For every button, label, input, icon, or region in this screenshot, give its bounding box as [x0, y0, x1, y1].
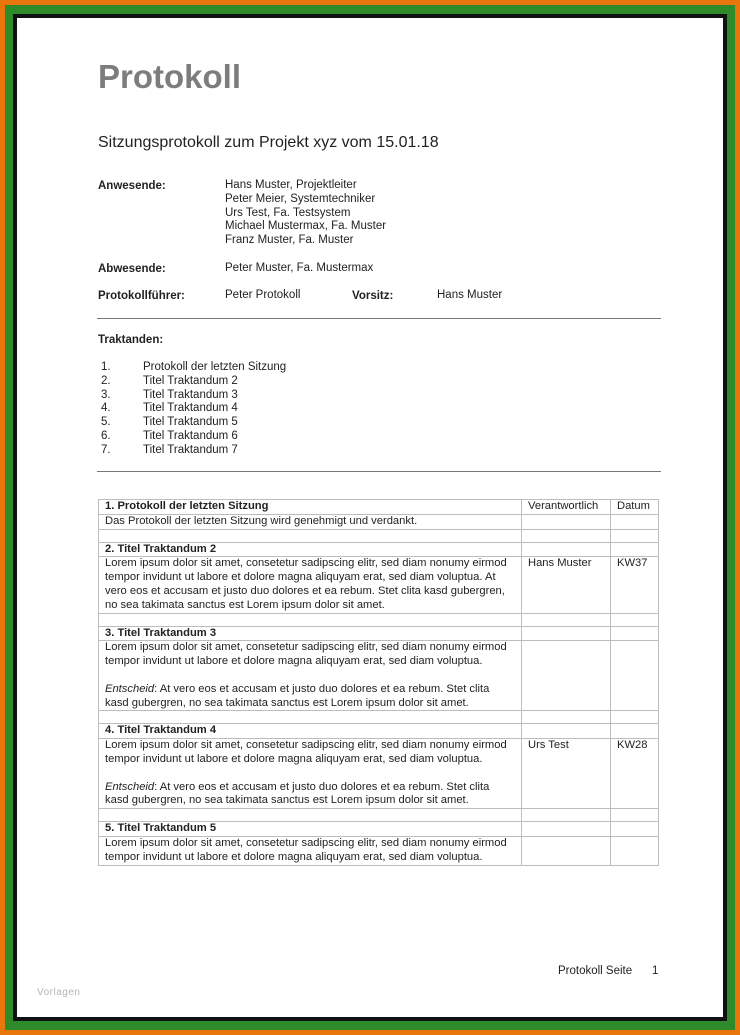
- section-body: Lorem ipsum dolor sit amet, consetetur sadipscing elitr, sed diam nonumy eirmod tempor invidunt ut labore et dolore magna aliquyam erat, sed diam voluptua.: [99, 836, 522, 865]
- responsible-cell: [522, 822, 611, 837]
- section-heading: 1. Protokoll der letzten Sitzung: [99, 500, 522, 515]
- date-cell: [611, 626, 659, 641]
- document-page: [17, 18, 723, 1017]
- section-body: Lorem ipsum dolor sit amet, consetetur sadipscing elitr, sed diam nonumy eirmod tempor invidunt ut labore et dolore magna aliquyam erat, sed diam voluptua. At vero eos et accusam et justo duo dolores et ea rebum. Stet clita kasd gubergren, no sea takimata sanctus est Lorem ipsum dolor sit amet.: [99, 557, 522, 613]
- responsible-cell: [522, 641, 611, 711]
- responsible-cell: [522, 724, 611, 739]
- agenda-item-number: 7.: [101, 443, 111, 456]
- responsible-cell: [522, 836, 611, 865]
- agenda-item-number: 4.: [101, 402, 111, 415]
- responsible-cell: [522, 514, 611, 529]
- table-row: [99, 626, 659, 641]
- section-body: Lorem ipsum dolor sit amet, consetetur sadipscing elitr, sed diam nonumy eirmod tempor invidunt ut labore et dolore magna aliquyam erat, sed diam voluptua.: [105, 739, 507, 765]
- table-row-spacer: [99, 711, 659, 724]
- agenda-item-text: Titel Traktandum 7: [143, 443, 238, 456]
- decision-text: [105, 683, 515, 711]
- table-row-spacer: [99, 809, 659, 822]
- responsible-cell: [522, 542, 611, 557]
- attendee-name: Peter Meier, Systemtechniker: [225, 192, 376, 205]
- table-row: [99, 739, 659, 809]
- agenda-item-text: Protokoll der letzten Sitzung: [143, 361, 287, 373]
- footer-label: Protokoll Seite: [558, 965, 633, 977]
- agenda-item-text: Titel Traktandum 6: [143, 429, 238, 442]
- table-row-spacer: [99, 529, 659, 542]
- absent-label: Abwesende:: [98, 263, 166, 275]
- table-row: [99, 542, 659, 557]
- table-row: [99, 557, 659, 613]
- minutes-table: [98, 499, 659, 866]
- responsible-cell: Urs Test: [522, 739, 611, 809]
- agenda-item-text: Titel Traktandum 2: [143, 374, 238, 387]
- document-title: Protokoll: [98, 58, 242, 95]
- page-number: 1: [652, 965, 659, 977]
- date-cell: [611, 514, 659, 529]
- responsible-cell: Hans Muster: [522, 557, 611, 613]
- chair-label: Vorsitz:: [352, 290, 394, 302]
- column-header-responsible: Verantwortlich: [522, 500, 611, 515]
- table-row-spacer: [99, 613, 659, 626]
- agenda-item-number: 2.: [101, 374, 111, 387]
- divider-rule: [97, 318, 661, 319]
- table-row: [99, 724, 659, 739]
- chair-value: Hans Muster: [437, 289, 503, 301]
- section-body-cell: [99, 739, 522, 809]
- divider-rule: [97, 471, 661, 472]
- section-body: Das Protokoll der letzten Sitzung wird genehmigt und verdankt.: [99, 514, 522, 529]
- attendee-name: Michael Mustermax, Fa. Muster: [225, 220, 387, 233]
- table-row: [99, 822, 659, 837]
- section-heading: 5. Titel Traktandum 5: [99, 822, 522, 837]
- date-cell: [611, 542, 659, 557]
- attendee-name: Franz Muster, Fa. Muster: [225, 234, 354, 247]
- section-heading: 2. Titel Traktandum 2: [99, 542, 522, 557]
- agenda-item-number: 5.: [101, 416, 111, 429]
- agenda-label: Traktanden:: [98, 334, 164, 346]
- decision-body: : At vero eos et accusam et justo duo dolores et ea rebum. Stet clita kasd gubergren, no sea takimata sanctus est Lorem ipsum dolor sit amet.: [105, 682, 490, 709]
- attendees-list: [225, 179, 386, 248]
- attendees-label: Anwesende:: [98, 180, 166, 192]
- date-cell: [611, 724, 659, 739]
- decision-text: [105, 781, 515, 809]
- absent-value: Peter Muster, Fa. Mustermax: [225, 262, 374, 274]
- agenda-item-number: 6.: [101, 429, 111, 442]
- attendee-name: Urs Test, Fa. Testsystem: [225, 206, 351, 219]
- agenda-item-number: 3.: [101, 388, 111, 401]
- table-row: [99, 836, 659, 865]
- section-body-cell: [99, 641, 522, 711]
- decision-label: Entscheid: [105, 682, 155, 695]
- column-header-date: Datum: [611, 500, 659, 515]
- table-row: [99, 500, 659, 515]
- recorder-value: Peter Protokoll: [225, 289, 301, 301]
- agenda-item-text: Titel Traktandum 3: [143, 388, 238, 401]
- date-cell: [611, 822, 659, 837]
- watermark-text: Vorlagen: [37, 987, 81, 998]
- date-cell: KW28: [611, 739, 659, 809]
- responsible-cell: [522, 626, 611, 641]
- section-heading: 4. Titel Traktandum 4: [99, 724, 522, 739]
- decision-body: : At vero eos et accusam et justo duo dolores et ea rebum. Stet clita kasd gubergren, no sea takimata sanctus est Lorem ipsum dolor sit amet.: [105, 780, 490, 807]
- date-cell: KW37: [611, 557, 659, 613]
- table-row: [99, 514, 659, 529]
- decision-label: Entscheid: [105, 780, 155, 793]
- document-subtitle: Sitzungsprotokoll zum Projekt xyz vom 15.01.18: [98, 134, 439, 151]
- agenda-item-text: Titel Traktandum 4: [143, 402, 238, 415]
- recorder-label: Protokollführer:: [98, 290, 185, 302]
- table-row: [99, 641, 659, 711]
- agenda-item-number: 1.: [101, 361, 111, 373]
- date-cell: [611, 641, 659, 711]
- section-body: Lorem ipsum dolor sit amet, consetetur sadipscing elitr, sed diam nonumy eirmod tempor invidunt ut labore et dolore magna aliquyam erat, sed diam voluptua.: [105, 641, 507, 668]
- date-cell: [611, 836, 659, 865]
- attendee-name: Hans Muster, Projektleiter: [225, 179, 357, 191]
- agenda-item-text: Titel Traktandum 5: [143, 416, 238, 429]
- section-heading: 3. Titel Traktandum 3: [99, 626, 522, 641]
